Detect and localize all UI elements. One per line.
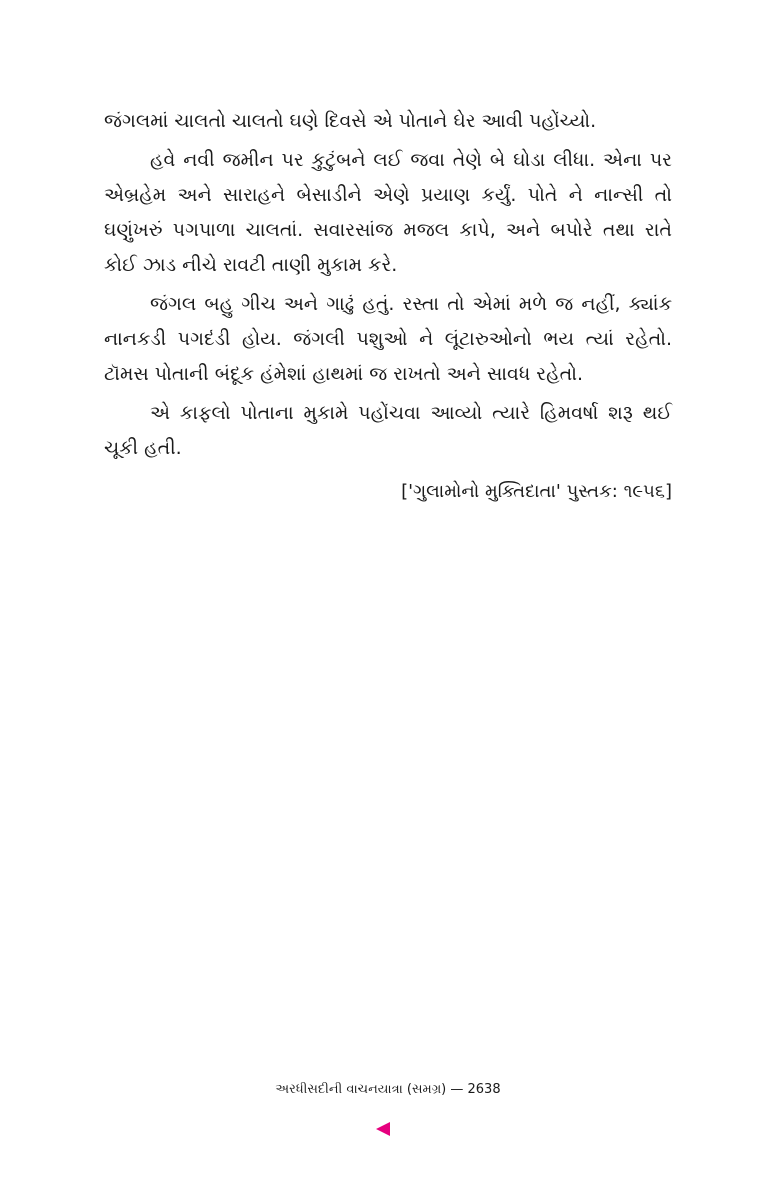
paragraph-4: એ કાફલો પોતાના મુકામે પહોંચવા આવ્યો ત્યારે હિમવર્ષા શરૂ થઈ ચૂકી હતી. <box>104 402 672 459</box>
previous-page-arrow-icon[interactable] <box>376 1122 390 1136</box>
source-citation: ['ગુલામોનો મુક્તિદાતા' પુસ્તક: ૧૯૫૬] <box>401 481 672 502</box>
page-body <box>104 104 672 509</box>
paragraph-3: જંગલ બહુ ગીચ અને ગાઢું હતું. રસ્તા તો એમાં મળે જ નહીં, ક્યાંક નાનકડી પગદંડી હોય. જંગલી પશુઓ ને લૂંટારુઓનો ભય ત્યાં રહેતો. ટૉમસ પોતાની બંદૂક હંમેશાં હાથમાં જ રાખતો અને સાવધ રહેતો. <box>104 293 672 385</box>
page-footer: અરધીસદીની વાચનયાત્રા (સમગ્ર) — 2638 <box>275 1082 501 1097</box>
paragraph-1: જંગલમાં ચાલતો ચાલતો ઘણે દિવસે એ પોતાને ઘેર આવી પહોંચ્યો. <box>104 110 597 132</box>
paragraph-2: હવે નવી જમીન પર કુટુંબને લઈ જવા તેણે બે ઘોડા લીધા. એના પર એબ્રહેમ અને સારાહને બેસાડીને એણે પ્રયાણ કર્યું. પોતે ને નાન્સી તો ઘણુંખરું પગપાળા ચાલતાં. સવારસાંજ મજલ કાપે, અને બપોરે તથા રાતે કોઈ ઝાડ નીચે રાવટી તાણી મુકામ કરે. <box>104 149 672 276</box>
